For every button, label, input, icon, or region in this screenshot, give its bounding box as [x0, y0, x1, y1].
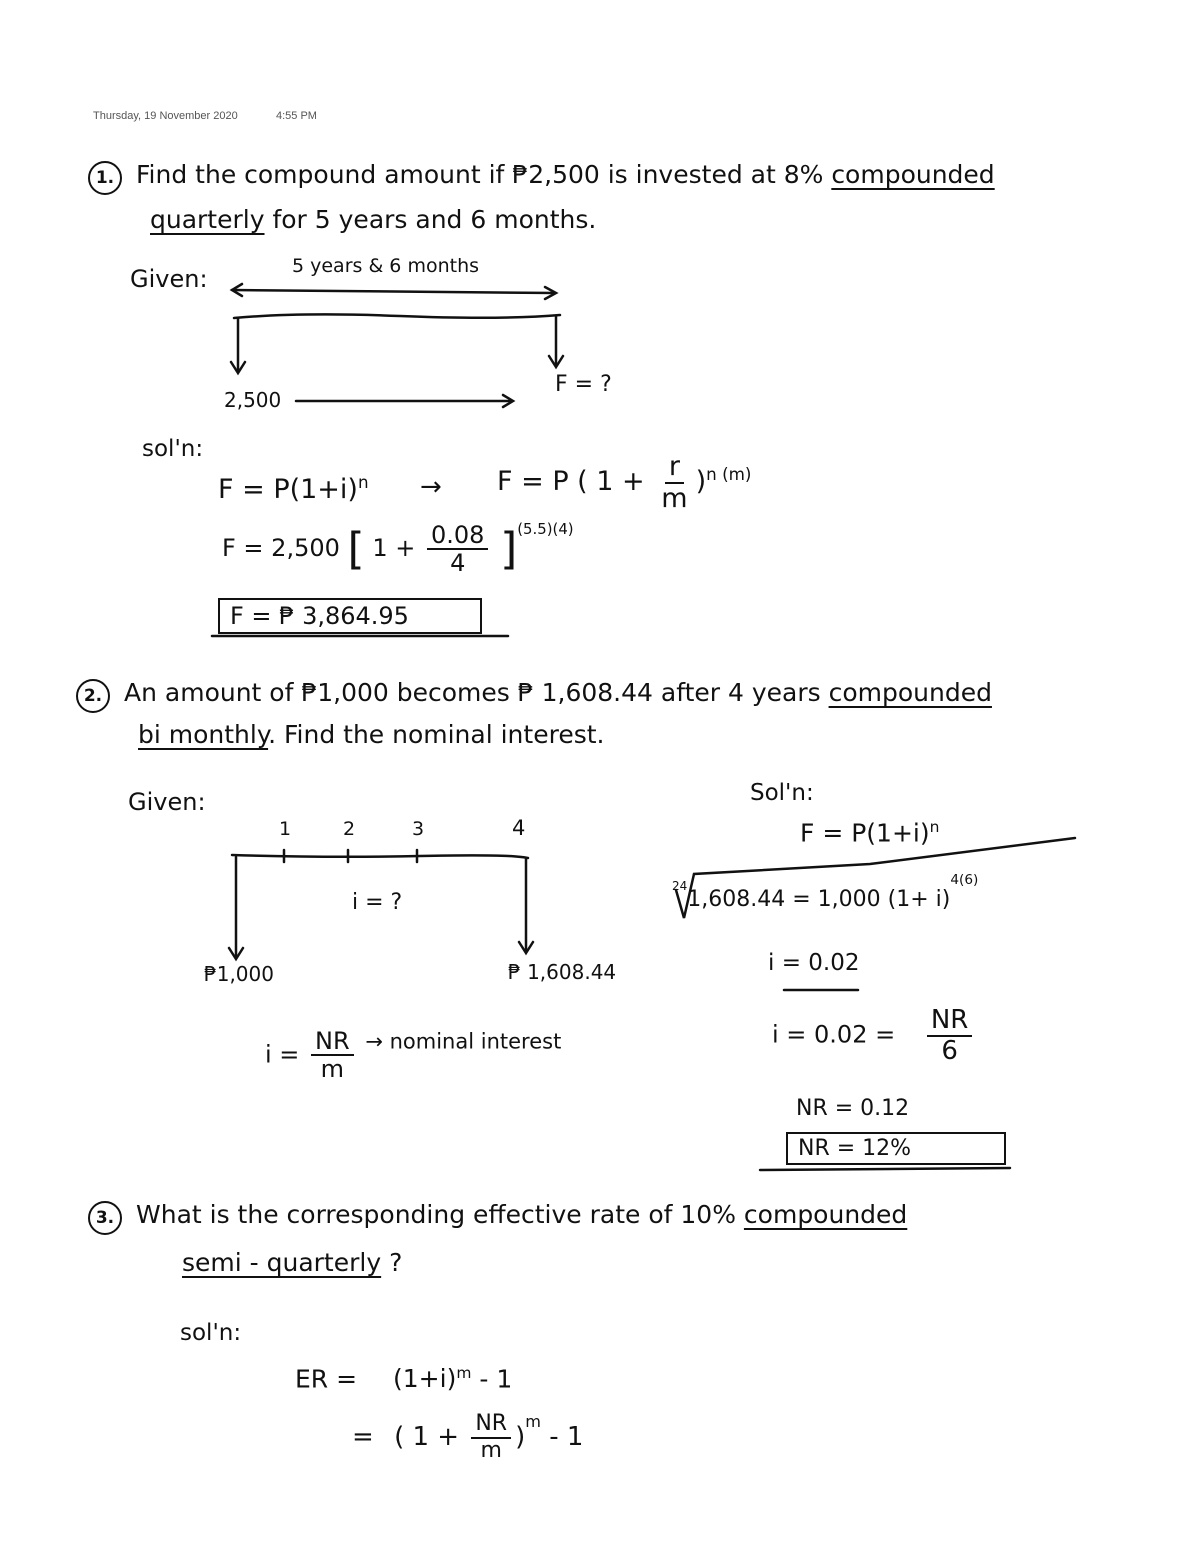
problem-1-text-a: Find the compound amount if ₱2,500 is invested at 8% [136, 160, 832, 189]
er-label: ER = [295, 1364, 358, 1394]
eq1-exponent: n [929, 818, 940, 836]
root-index: 24 [672, 879, 688, 893]
substitution-principal: F = 2,500 [222, 534, 340, 562]
problem-2-soln-label: Sol'n: [750, 780, 814, 806]
fraction-denominator: m [480, 1437, 502, 1463]
problem-1-soln-label: sol'n: [142, 436, 204, 462]
fraction-numerator: 0.08 [427, 522, 488, 550]
problem-3-er-formula [295, 1364, 512, 1393]
problem-2-eq4 [772, 1006, 976, 1065]
eq1-text: F = P(1+i) [800, 818, 930, 848]
er-minus-one: - 1 [471, 1364, 513, 1394]
note-time: 4:55 PM [276, 110, 317, 122]
fraction-numerator: r [665, 452, 684, 484]
problem-3-er-substitution [352, 1412, 583, 1463]
substitution-exponent: (5.5)(4) [517, 520, 574, 538]
fraction-numerator: NR [927, 1006, 973, 1037]
nr-over-m-fraction [311, 1028, 354, 1083]
problem-2-eq1 [800, 818, 939, 847]
er2-equals: = [352, 1422, 374, 1452]
formula-right-exponent: n (m) [706, 464, 752, 485]
formula-right-close-paren: ) [695, 466, 707, 498]
problem-1-formula-arrow: → [420, 472, 442, 502]
problem-2-answer: NR = 12% [786, 1132, 1006, 1165]
eq2-exponent: 4(6) [950, 872, 979, 888]
interest-def-note: → nominal interest [365, 1029, 562, 1054]
problem-2-eq2 [672, 872, 978, 912]
problem-2-principal: ₱1,000 [204, 962, 274, 986]
formula-left-exponent: n [357, 472, 369, 492]
problem-3-question [88, 1200, 907, 1235]
fraction-numerator: NR [311, 1028, 354, 1056]
fraction-numerator: NR [471, 1412, 511, 1438]
problem-2-given-label: Given: [128, 788, 206, 816]
interest-def-lhs: i = [265, 1040, 300, 1069]
er2-minus-one: - 1 [540, 1422, 584, 1452]
open-bracket: [ [347, 523, 365, 575]
note-date: Thursday, 19 November 2020 [93, 110, 238, 122]
problem-1-future-value: F = ? [555, 372, 612, 397]
problem-2-text-bimonthly: bi monthly [138, 720, 269, 749]
problem-1-text-b: for 5 years and 6 months. [264, 205, 597, 234]
problem-2-future: ₱ 1,608.44 [508, 960, 617, 984]
fraction-denominator: 4 [450, 549, 466, 577]
er2-open: ( 1 + [394, 1422, 460, 1452]
problem-2-interest-unknown: i = ? [352, 890, 403, 915]
problem-2-eq5: NR = 0.12 [796, 1096, 910, 1121]
formula-left-text: F = P(1+i) [218, 474, 358, 505]
problem-3-text-semi-quarterly: semi - quarterly [182, 1248, 382, 1277]
problem-3-text-a: What is the corresponding effective rate of 10% [136, 1200, 744, 1229]
problem-3-text-compounded: compounded [743, 1200, 908, 1229]
problem-2-tick-2: 2 [343, 818, 356, 840]
eq2-left: 1,608.44 = [687, 887, 818, 912]
problem-1-text-compounded: compounded [831, 160, 995, 189]
nr-over-m-fraction-3 [471, 1412, 511, 1462]
problem-2-text-b: . Find the nominal interest. [268, 720, 605, 749]
problem-3-question-line2 [182, 1248, 402, 1277]
nr-over-6-fraction [927, 1006, 973, 1065]
eq4-left: i = 0.02 = [772, 1020, 896, 1049]
problem-3-text-b: ? [381, 1248, 403, 1277]
problem-2-tick-3: 3 [412, 818, 425, 840]
fraction-denominator: m [661, 482, 688, 514]
fraction-denominator: 6 [941, 1035, 958, 1066]
er-expression: (1+i) [393, 1364, 457, 1394]
problem-2-tick-1: 1 [279, 818, 292, 840]
er2-close: ) [515, 1422, 526, 1452]
problem-1-principal: 2,500 [224, 388, 282, 412]
formula-right-text: F = P ( 1 + [497, 466, 645, 498]
er-exponent: m [456, 1364, 472, 1382]
problem-1-text-quarterly: quarterly [150, 205, 265, 234]
problem-2-interest-definition [265, 1028, 561, 1083]
problem-1-number: 1. [88, 161, 122, 195]
eq2-right: 1,000 (1+ i) [817, 887, 951, 912]
problem-3-number: 3. [88, 1201, 122, 1235]
problem-2-text-compounded: compounded [828, 678, 992, 707]
problem-3-soln-label: sol'n: [180, 1320, 242, 1346]
er2-exponent: m [525, 1412, 541, 1431]
close-bracket: ] [500, 523, 518, 575]
problem-2-tick-4: 4 [512, 816, 526, 840]
fraction-denominator: m [320, 1055, 345, 1084]
problem-2-eq3: i = 0.02 [768, 950, 860, 976]
problem-1-given-label: Given: [130, 265, 208, 293]
problem-1-answer: F = ₱ 3,864.95 [218, 598, 482, 634]
problem-2-number: 2. [76, 679, 110, 713]
problem-2-text-a: An amount of ₱1,000 becomes ₱ 1,608.44 after 4 years [124, 678, 829, 707]
substitution-one-plus: 1 + [372, 534, 416, 562]
problem-1-span-label: 5 years & 6 months [292, 255, 480, 277]
